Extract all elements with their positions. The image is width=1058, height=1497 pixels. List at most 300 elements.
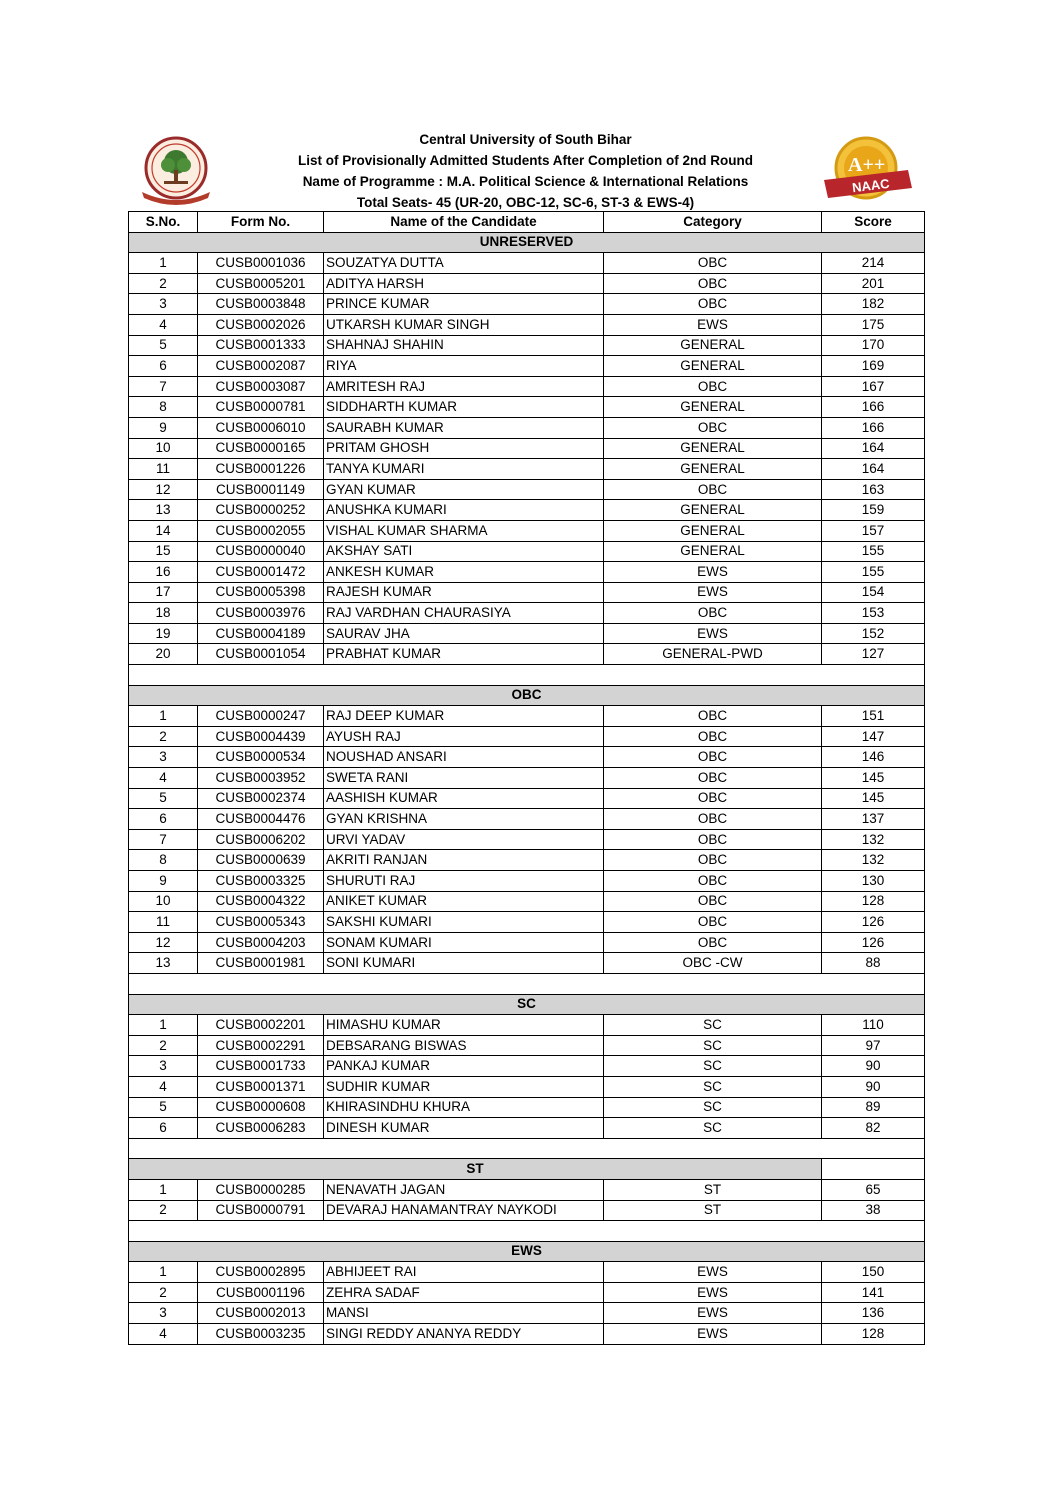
score-cell: 167 bbox=[822, 376, 925, 397]
section-title: EWS bbox=[129, 1241, 925, 1262]
category-cell: EWS bbox=[604, 1324, 822, 1345]
score-cell: 147 bbox=[822, 726, 925, 747]
section-header-row bbox=[129, 994, 925, 1015]
score-cell: 136 bbox=[822, 1303, 925, 1324]
score-cell: 169 bbox=[822, 356, 925, 377]
form-no-cell: CUSB0001472 bbox=[198, 562, 324, 583]
score-cell: 141 bbox=[822, 1282, 925, 1303]
table-row bbox=[129, 1200, 925, 1221]
category-cell: GENERAL bbox=[604, 356, 822, 377]
serial-no-cell: 8 bbox=[129, 850, 198, 871]
table-row bbox=[129, 747, 925, 768]
candidate-name-cell: RAJ VARDHAN CHAURASIYA bbox=[324, 603, 604, 624]
candidate-name-cell: SHAHNAJ SHAHIN bbox=[324, 335, 604, 356]
serial-no-cell: 20 bbox=[129, 644, 198, 665]
form-no-cell: CUSB0001981 bbox=[198, 953, 324, 974]
score-cell: 157 bbox=[822, 520, 925, 541]
table-row bbox=[129, 1303, 925, 1324]
serial-no-cell: 8 bbox=[129, 397, 198, 418]
score-cell: 163 bbox=[822, 479, 925, 500]
table-row bbox=[129, 768, 925, 789]
form-no-cell: CUSB0000252 bbox=[198, 500, 324, 521]
table-row bbox=[129, 1056, 925, 1077]
serial-no-cell: 3 bbox=[129, 1303, 198, 1324]
category-cell: OBC bbox=[604, 788, 822, 809]
table-row bbox=[129, 788, 925, 809]
serial-no-cell: 11 bbox=[129, 912, 198, 933]
candidate-name-cell: SIDDHARTH KUMAR bbox=[324, 397, 604, 418]
category-cell: EWS bbox=[604, 1262, 822, 1283]
form-no-cell: CUSB0003325 bbox=[198, 871, 324, 892]
table-row bbox=[129, 891, 925, 912]
col-header-form-no: Form No. bbox=[198, 212, 324, 233]
serial-no-cell: 2 bbox=[129, 726, 198, 747]
score-cell: 137 bbox=[822, 809, 925, 830]
candidate-name-cell: DEVARAJ HANAMANTRAY NAYKODI bbox=[324, 1200, 604, 1221]
serial-no-cell: 16 bbox=[129, 562, 198, 583]
table-row bbox=[129, 582, 925, 603]
form-no-cell: CUSB0000608 bbox=[198, 1097, 324, 1118]
serial-no-cell: 1 bbox=[129, 1015, 198, 1036]
score-cell: 126 bbox=[822, 932, 925, 953]
form-no-cell: CUSB0000165 bbox=[198, 438, 324, 459]
score-cell: 65 bbox=[822, 1179, 925, 1200]
form-no-cell: CUSB0000040 bbox=[198, 541, 324, 562]
serial-no-cell: 4 bbox=[129, 768, 198, 789]
category-cell: OBC bbox=[604, 273, 822, 294]
candidate-name-cell: AASHISH KUMAR bbox=[324, 788, 604, 809]
university-name: Central University of South Bihar bbox=[419, 132, 632, 147]
serial-no-cell: 5 bbox=[129, 788, 198, 809]
form-no-cell: CUSB0000247 bbox=[198, 706, 324, 727]
table-row bbox=[129, 397, 925, 418]
form-no-cell: CUSB0005201 bbox=[198, 273, 324, 294]
serial-no-cell: 1 bbox=[129, 1262, 198, 1283]
score-cell: 166 bbox=[822, 417, 925, 438]
form-no-cell: CUSB0002026 bbox=[198, 314, 324, 335]
form-no-cell: CUSB0004322 bbox=[198, 891, 324, 912]
category-cell: OBC bbox=[604, 932, 822, 953]
table-row bbox=[129, 459, 925, 480]
form-no-cell: CUSB0004476 bbox=[198, 809, 324, 830]
form-no-cell: CUSB0002087 bbox=[198, 356, 324, 377]
score-cell: 152 bbox=[822, 623, 925, 644]
serial-no-cell: 5 bbox=[129, 335, 198, 356]
score-cell: 126 bbox=[822, 912, 925, 933]
serial-no-cell: 15 bbox=[129, 541, 198, 562]
candidate-name-cell: SONI KUMARI bbox=[324, 953, 604, 974]
candidate-name-cell: KHIRASINDHU KHURA bbox=[324, 1097, 604, 1118]
category-cell: GENERAL bbox=[604, 541, 822, 562]
serial-no-cell: 12 bbox=[129, 479, 198, 500]
spacer-cell bbox=[129, 1138, 925, 1159]
category-cell: OBC bbox=[604, 706, 822, 727]
table-row bbox=[129, 932, 925, 953]
table-row bbox=[129, 253, 925, 274]
candidate-name-cell: SUDHIR KUMAR bbox=[324, 1076, 604, 1097]
category-cell: OBC bbox=[604, 747, 822, 768]
candidate-name-cell: SOUZATYA DUTTA bbox=[324, 253, 604, 274]
table-row bbox=[129, 871, 925, 892]
form-no-cell: CUSB0001196 bbox=[198, 1282, 324, 1303]
form-no-cell: CUSB0005398 bbox=[198, 582, 324, 603]
serial-no-cell: 4 bbox=[129, 1076, 198, 1097]
candidate-name-cell: VISHAL KUMAR SHARMA bbox=[324, 520, 604, 541]
score-cell: 97 bbox=[822, 1035, 925, 1056]
category-cell: OBC bbox=[604, 603, 822, 624]
form-no-cell: CUSB0001226 bbox=[198, 459, 324, 480]
candidate-name-cell: SWETA RANI bbox=[324, 768, 604, 789]
candidate-name-cell: GYAN KRISHNA bbox=[324, 809, 604, 830]
score-cell: 159 bbox=[822, 500, 925, 521]
candidate-name-cell: AMRITESH RAJ bbox=[324, 376, 604, 397]
serial-no-cell: 14 bbox=[129, 520, 198, 541]
table-row bbox=[129, 356, 925, 377]
table-row bbox=[129, 726, 925, 747]
table-row bbox=[129, 644, 925, 665]
candidate-name-cell: PRABHAT KUMAR bbox=[324, 644, 604, 665]
table-row bbox=[129, 1076, 925, 1097]
serial-no-cell: 4 bbox=[129, 314, 198, 335]
spacer-row bbox=[129, 1138, 925, 1159]
score-cell: 127 bbox=[822, 644, 925, 665]
naac-name: NAAC bbox=[851, 175, 891, 196]
candidate-name-cell: ABHIJEET RAI bbox=[324, 1262, 604, 1283]
candidate-name-cell: RAJ DEEP KUMAR bbox=[324, 706, 604, 727]
score-cell: 128 bbox=[822, 1324, 925, 1345]
candidate-name-cell: DINESH KUMAR bbox=[324, 1118, 604, 1139]
score-cell: 153 bbox=[822, 603, 925, 624]
table-row bbox=[129, 479, 925, 500]
table-row bbox=[129, 438, 925, 459]
serial-no-cell: 3 bbox=[129, 1056, 198, 1077]
serial-no-cell: 7 bbox=[129, 376, 198, 397]
score-cell: 90 bbox=[822, 1076, 925, 1097]
score-cell: 170 bbox=[822, 335, 925, 356]
category-cell: OBC bbox=[604, 829, 822, 850]
candidate-name-cell: DEBSARANG BISWAS bbox=[324, 1035, 604, 1056]
candidate-name-cell: SAURAV JHA bbox=[324, 623, 604, 644]
category-cell: OBC bbox=[604, 726, 822, 747]
candidate-name-cell: MANSI bbox=[324, 1303, 604, 1324]
table-row bbox=[129, 1262, 925, 1283]
candidate-name-cell: HIMASHU KUMAR bbox=[324, 1015, 604, 1036]
table-row bbox=[129, 294, 925, 315]
form-no-cell: CUSB0004203 bbox=[198, 932, 324, 953]
serial-no-cell: 2 bbox=[129, 1200, 198, 1221]
table-row bbox=[129, 1282, 925, 1303]
score-cell: 166 bbox=[822, 397, 925, 418]
form-no-cell: CUSB0006010 bbox=[198, 417, 324, 438]
score-cell: 164 bbox=[822, 438, 925, 459]
serial-no-cell: 17 bbox=[129, 582, 198, 603]
score-cell: 164 bbox=[822, 459, 925, 480]
serial-no-cell: 13 bbox=[129, 500, 198, 521]
serial-no-cell: 10 bbox=[129, 438, 198, 459]
serial-no-cell: 12 bbox=[129, 932, 198, 953]
candidate-name-cell: NENAVATH JAGAN bbox=[324, 1179, 604, 1200]
form-no-cell: CUSB0000639 bbox=[198, 850, 324, 871]
candidate-name-cell: NOUSHAD ANSARI bbox=[324, 747, 604, 768]
score-cell: 214 bbox=[822, 253, 925, 274]
category-cell: EWS bbox=[604, 314, 822, 335]
table-row bbox=[129, 335, 925, 356]
table-row bbox=[129, 603, 925, 624]
form-no-cell: CUSB0006283 bbox=[198, 1118, 324, 1139]
serial-no-cell: 10 bbox=[129, 891, 198, 912]
score-cell: 38 bbox=[822, 1200, 925, 1221]
programme-name: Name of Programme : M.A. Political Science & International Relations bbox=[302, 174, 749, 189]
col-header-category: Category bbox=[604, 212, 822, 233]
candidate-name-cell: PRITAM GHOSH bbox=[324, 438, 604, 459]
form-no-cell: CUSB0001054 bbox=[198, 644, 324, 665]
serial-no-cell: 6 bbox=[129, 1118, 198, 1139]
category-cell: SC bbox=[604, 1056, 822, 1077]
form-no-cell: CUSB0003976 bbox=[198, 603, 324, 624]
section-header-row bbox=[129, 1159, 925, 1180]
score-cell: 201 bbox=[822, 273, 925, 294]
category-cell: ST bbox=[604, 1179, 822, 1200]
candidate-name-cell: ANIKET KUMAR bbox=[324, 891, 604, 912]
serial-no-cell: 3 bbox=[129, 294, 198, 315]
serial-no-cell: 6 bbox=[129, 809, 198, 830]
section-blank-cell bbox=[822, 1159, 925, 1180]
category-cell: OBC bbox=[604, 417, 822, 438]
form-no-cell: CUSB0000781 bbox=[198, 397, 324, 418]
serial-no-cell: 1 bbox=[129, 1179, 198, 1200]
candidate-name-cell: AKRITI RANJAN bbox=[324, 850, 604, 871]
candidate-name-cell: SAURABH KUMAR bbox=[324, 417, 604, 438]
table-row bbox=[129, 829, 925, 850]
form-no-cell: CUSB0000534 bbox=[198, 747, 324, 768]
category-cell: OBC bbox=[604, 809, 822, 830]
form-no-cell: CUSB0003848 bbox=[198, 294, 324, 315]
table-header-row bbox=[129, 212, 925, 233]
score-cell: 145 bbox=[822, 788, 925, 809]
category-cell: OBC bbox=[604, 253, 822, 274]
form-no-cell: CUSB0005343 bbox=[198, 912, 324, 933]
score-cell: 155 bbox=[822, 562, 925, 583]
table-row bbox=[129, 1179, 925, 1200]
category-cell: EWS bbox=[604, 623, 822, 644]
score-cell: 154 bbox=[822, 582, 925, 603]
candidate-name-cell: PANKAJ KUMAR bbox=[324, 1056, 604, 1077]
section-title: ST bbox=[129, 1159, 822, 1180]
form-no-cell: CUSB0002374 bbox=[198, 788, 324, 809]
spacer-cell bbox=[129, 1221, 925, 1242]
score-cell: 146 bbox=[822, 747, 925, 768]
spacer-cell bbox=[129, 973, 925, 994]
spacer-row bbox=[129, 973, 925, 994]
category-cell: SC bbox=[604, 1015, 822, 1036]
serial-no-cell: 2 bbox=[129, 1282, 198, 1303]
score-cell: 155 bbox=[822, 541, 925, 562]
serial-no-cell: 6 bbox=[129, 356, 198, 377]
table-row bbox=[129, 562, 925, 583]
serial-no-cell: 13 bbox=[129, 953, 198, 974]
candidate-name-cell: URVI YADAV bbox=[324, 829, 604, 850]
candidate-name-cell: AKSHAY SATI bbox=[324, 541, 604, 562]
candidate-name-cell: SINGI REDDY ANANYA REDDY bbox=[324, 1324, 604, 1345]
table-row bbox=[129, 809, 925, 830]
candidate-name-cell: ANUSHKA KUMARI bbox=[324, 500, 604, 521]
candidate-name-cell: RAJESH KUMAR bbox=[324, 582, 604, 603]
candidate-name-cell: UTKARSH KUMAR SINGH bbox=[324, 314, 604, 335]
score-cell: 132 bbox=[822, 829, 925, 850]
section-header-row bbox=[129, 1241, 925, 1262]
list-title: List of Provisionally Admitted Students After Completion of 2nd Round bbox=[298, 153, 753, 168]
serial-no-cell: 9 bbox=[129, 417, 198, 438]
table-row bbox=[129, 520, 925, 541]
score-cell: 89 bbox=[822, 1097, 925, 1118]
form-no-cell: CUSB0004439 bbox=[198, 726, 324, 747]
section-title: SC bbox=[129, 994, 925, 1015]
spacer-row bbox=[129, 665, 925, 686]
table-row bbox=[129, 273, 925, 294]
table-row bbox=[129, 623, 925, 644]
score-cell: 150 bbox=[822, 1262, 925, 1283]
form-no-cell: CUSB0002013 bbox=[198, 1303, 324, 1324]
document-header bbox=[128, 128, 923, 210]
serial-no-cell: 4 bbox=[129, 1324, 198, 1345]
table-row bbox=[129, 912, 925, 933]
candidate-name-cell: ANKESH KUMAR bbox=[324, 562, 604, 583]
serial-no-cell: 1 bbox=[129, 253, 198, 274]
serial-no-cell: 7 bbox=[129, 829, 198, 850]
section-header-row bbox=[129, 232, 925, 253]
candidate-name-cell: SONAM KUMARI bbox=[324, 932, 604, 953]
candidate-name-cell: GYAN KUMAR bbox=[324, 479, 604, 500]
serial-no-cell: 18 bbox=[129, 603, 198, 624]
section-title: UNRESERVED bbox=[129, 232, 925, 253]
category-cell: EWS bbox=[604, 582, 822, 603]
table-row bbox=[129, 541, 925, 562]
category-cell: OBC bbox=[604, 479, 822, 500]
section-header-row bbox=[129, 685, 925, 706]
form-no-cell: CUSB0001733 bbox=[198, 1056, 324, 1077]
category-cell: EWS bbox=[604, 1303, 822, 1324]
form-no-cell: CUSB0002291 bbox=[198, 1035, 324, 1056]
form-no-cell: CUSB0002201 bbox=[198, 1015, 324, 1036]
candidate-name-cell: SHURUTI RAJ bbox=[324, 871, 604, 892]
score-cell: 175 bbox=[822, 314, 925, 335]
admission-table bbox=[128, 211, 925, 1345]
table-row bbox=[129, 1097, 925, 1118]
form-no-cell: CUSB0001371 bbox=[198, 1076, 324, 1097]
category-cell: GENERAL bbox=[604, 438, 822, 459]
category-cell: GENERAL bbox=[604, 500, 822, 521]
table-body bbox=[129, 232, 925, 1344]
category-cell: ST bbox=[604, 1200, 822, 1221]
table-row bbox=[129, 1035, 925, 1056]
form-no-cell: CUSB0000285 bbox=[198, 1179, 324, 1200]
score-cell: 132 bbox=[822, 850, 925, 871]
table-row bbox=[129, 850, 925, 871]
category-cell: OBC -CW bbox=[604, 953, 822, 974]
category-cell: GENERAL bbox=[604, 520, 822, 541]
serial-no-cell: 9 bbox=[129, 871, 198, 892]
table-row bbox=[129, 500, 925, 521]
table-row bbox=[129, 706, 925, 727]
category-cell: GENERAL-PWD bbox=[604, 644, 822, 665]
table-row bbox=[129, 417, 925, 438]
category-cell: OBC bbox=[604, 768, 822, 789]
form-no-cell: CUSB0001333 bbox=[198, 335, 324, 356]
candidate-name-cell: AYUSH RAJ bbox=[324, 726, 604, 747]
category-cell: SC bbox=[604, 1097, 822, 1118]
category-cell: OBC bbox=[604, 294, 822, 315]
serial-no-cell: 5 bbox=[129, 1097, 198, 1118]
candidate-name-cell: RIYA bbox=[324, 356, 604, 377]
score-cell: 182 bbox=[822, 294, 925, 315]
spacer-cell bbox=[129, 665, 925, 686]
table-row bbox=[129, 314, 925, 335]
table-row bbox=[129, 1324, 925, 1345]
form-no-cell: CUSB0003235 bbox=[198, 1324, 324, 1345]
form-no-cell: CUSB0003087 bbox=[198, 376, 324, 397]
category-cell: EWS bbox=[604, 562, 822, 583]
table-row bbox=[129, 1118, 925, 1139]
candidate-name-cell: PRINCE KUMAR bbox=[324, 294, 604, 315]
category-cell: EWS bbox=[604, 1282, 822, 1303]
table-row bbox=[129, 953, 925, 974]
col-header-score: Score bbox=[822, 212, 925, 233]
naac-grade: A++ bbox=[848, 154, 886, 176]
serial-no-cell: 1 bbox=[129, 706, 198, 727]
category-cell: SC bbox=[604, 1035, 822, 1056]
category-cell: SC bbox=[604, 1076, 822, 1097]
form-no-cell: CUSB0003952 bbox=[198, 768, 324, 789]
category-cell: OBC bbox=[604, 871, 822, 892]
candidate-name-cell: TANYA KUMARI bbox=[324, 459, 604, 480]
col-header-name: Name of the Candidate bbox=[324, 212, 604, 233]
score-cell: 90 bbox=[822, 1056, 925, 1077]
category-cell: GENERAL bbox=[604, 397, 822, 418]
serial-no-cell: 2 bbox=[129, 273, 198, 294]
category-cell: GENERAL bbox=[604, 335, 822, 356]
serial-no-cell: 11 bbox=[129, 459, 198, 480]
form-no-cell: CUSB0001036 bbox=[198, 253, 324, 274]
form-no-cell: CUSB0006202 bbox=[198, 829, 324, 850]
score-cell: 130 bbox=[822, 871, 925, 892]
candidate-name-cell: SAKSHI KUMARI bbox=[324, 912, 604, 933]
category-cell: OBC bbox=[604, 912, 822, 933]
category-cell: SC bbox=[604, 1118, 822, 1139]
serial-no-cell: 19 bbox=[129, 623, 198, 644]
form-no-cell: CUSB0002055 bbox=[198, 520, 324, 541]
category-cell: OBC bbox=[604, 891, 822, 912]
table-row bbox=[129, 376, 925, 397]
form-no-cell: CUSB0001149 bbox=[198, 479, 324, 500]
serial-no-cell: 3 bbox=[129, 747, 198, 768]
score-cell: 128 bbox=[822, 891, 925, 912]
spacer-row bbox=[129, 1221, 925, 1242]
score-cell: 145 bbox=[822, 768, 925, 789]
table-row bbox=[129, 1015, 925, 1036]
category-cell: OBC bbox=[604, 850, 822, 871]
score-cell: 110 bbox=[822, 1015, 925, 1036]
serial-no-cell: 2 bbox=[129, 1035, 198, 1056]
total-seats: Total Seats- 45 (UR-20, OBC-12, SC-6, ST-3 & EWS-4) bbox=[356, 195, 695, 210]
category-cell: OBC bbox=[604, 376, 822, 397]
form-no-cell: CUSB0000791 bbox=[198, 1200, 324, 1221]
candidate-name-cell: ZEHRA SADAF bbox=[324, 1282, 604, 1303]
section-title: OBC bbox=[129, 685, 925, 706]
form-no-cell: CUSB0002895 bbox=[198, 1262, 324, 1283]
col-header-sno: S.No. bbox=[129, 212, 198, 233]
score-cell: 151 bbox=[822, 706, 925, 727]
score-cell: 88 bbox=[822, 953, 925, 974]
